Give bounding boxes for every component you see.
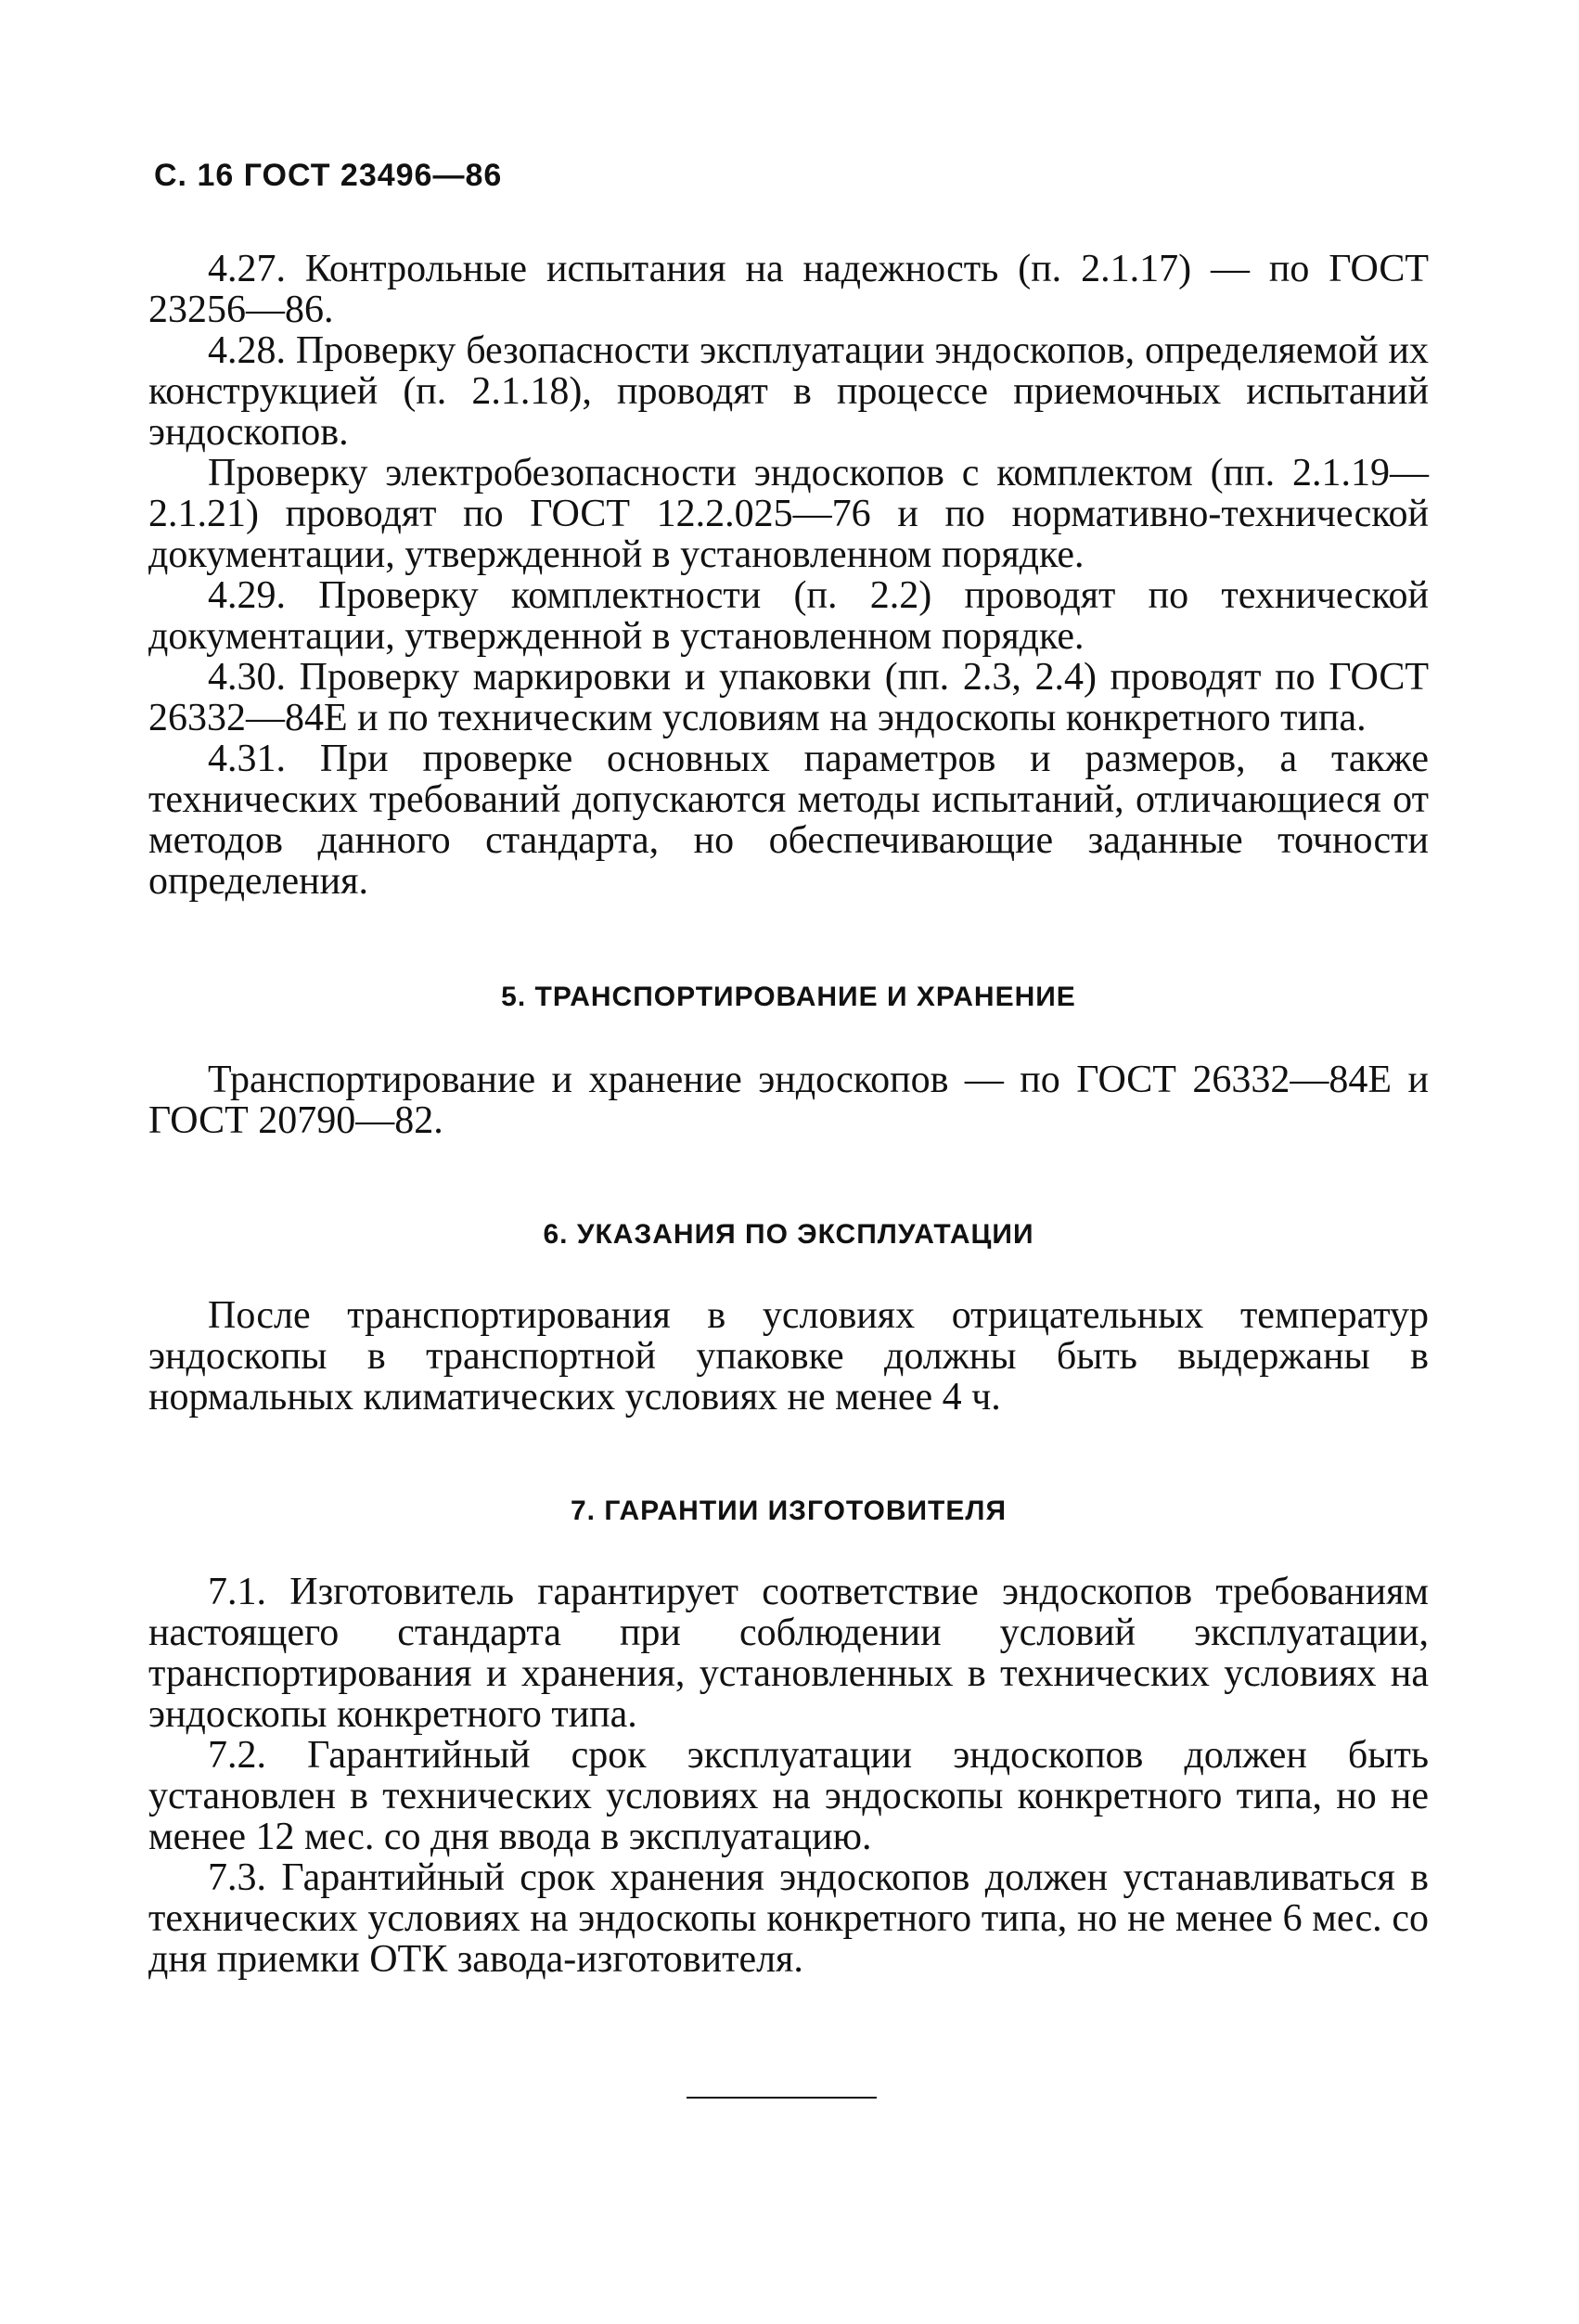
section-7-title: 7. ГАРАНТИИ ИЗГОТОВИТЕЛЯ <box>570 1496 1007 1526</box>
section-6-title: 6. УКАЗАНИЯ ПО ЭКСПЛУАТАЦИИ <box>543 1219 1034 1250</box>
paragraph-7-1: 7.1. Изготовитель гарантирует соответствие эндоскопов требованиям настоящего стандарта при соблюдении условий эксплуатации, транспортирования и хранения, установленных в технических условиях на эндоскопы конкретного типа. <box>148 1571 1429 1736</box>
end-of-document-rule <box>687 2097 877 2099</box>
paragraph-4-29: 4.29. Проверку комплектности (п. 2.2) проводят по технической документации, утвержденной в установленном порядке. <box>148 574 1429 658</box>
paragraph-4-30: 4.30. Проверку маркировки и упаковки (пп. 2.3, 2.4) проводят по ГОСТ 26332—84Е и по техническим условиям на эндоскопы конкретного типа. <box>148 656 1429 739</box>
paragraph-4-27: 4.27. Контрольные испытания на надежность (п. 2.1.17) — по ГОСТ 23256—86. <box>148 248 1429 331</box>
section-5-title: 5. ТРАНСПОРТИРОВАНИЕ И ХРАНЕНИЕ <box>501 982 1076 1012</box>
paragraph-4-31: 4.31. При проверке основных параметров и размеров, а также технических требований допускаются методы испытаний, отличающиеся от методов данного стандарта, но обеспечивающие заданные точности определения. <box>148 738 1429 903</box>
paragraph-7-3: 7.3. Гарантийный срок хранения эндоскопов должен устанавливаться в технических условиях на эндоскопы конкретного типа, но не менее 6 мес. со дня приемки ОТК завода-изготовителя. <box>148 1856 1429 1981</box>
paragraph-4-28: 4.28. Проверку безопасности эксплуатации эндоскопов, определяемой их конструкцией (п. 2.1.18), проводят в процессе приемочных испытаний эндоскопов. <box>148 329 1429 454</box>
running-header: С. 16 ГОСТ 23496—86 <box>154 158 503 193</box>
paragraph-4-28-electrical-safety: Проверку электробезопасности эндоскопов с комплектом (пп. 2.1.19—2.1.21) проводят по ГОСТ 12.2.025—76 и по нормативно-технической документации, утвержденной в установленном порядке. <box>148 452 1429 576</box>
paragraph-7-2: 7.2. Гарантийный срок эксплуатации эндоскопов должен быть установлен в технических условиях на эндоскопы конкретного типа, но не менее 12 мес. со дня ввода в эксплуатацию. <box>148 1734 1429 1858</box>
section-5-paragraph: Транспортирование и хранение эндоскопов — по ГОСТ 26332—84Е и ГОСТ 20790—82. <box>148 1059 1429 1142</box>
document-body <box>148 249 1429 1980</box>
section-6-paragraph: После транспортирования в условиях отрицательных температур эндоскопы в транспортной упаковке должны быть выдержаны в нормальных климатических условиях не менее 4 ч. <box>148 1294 1429 1419</box>
